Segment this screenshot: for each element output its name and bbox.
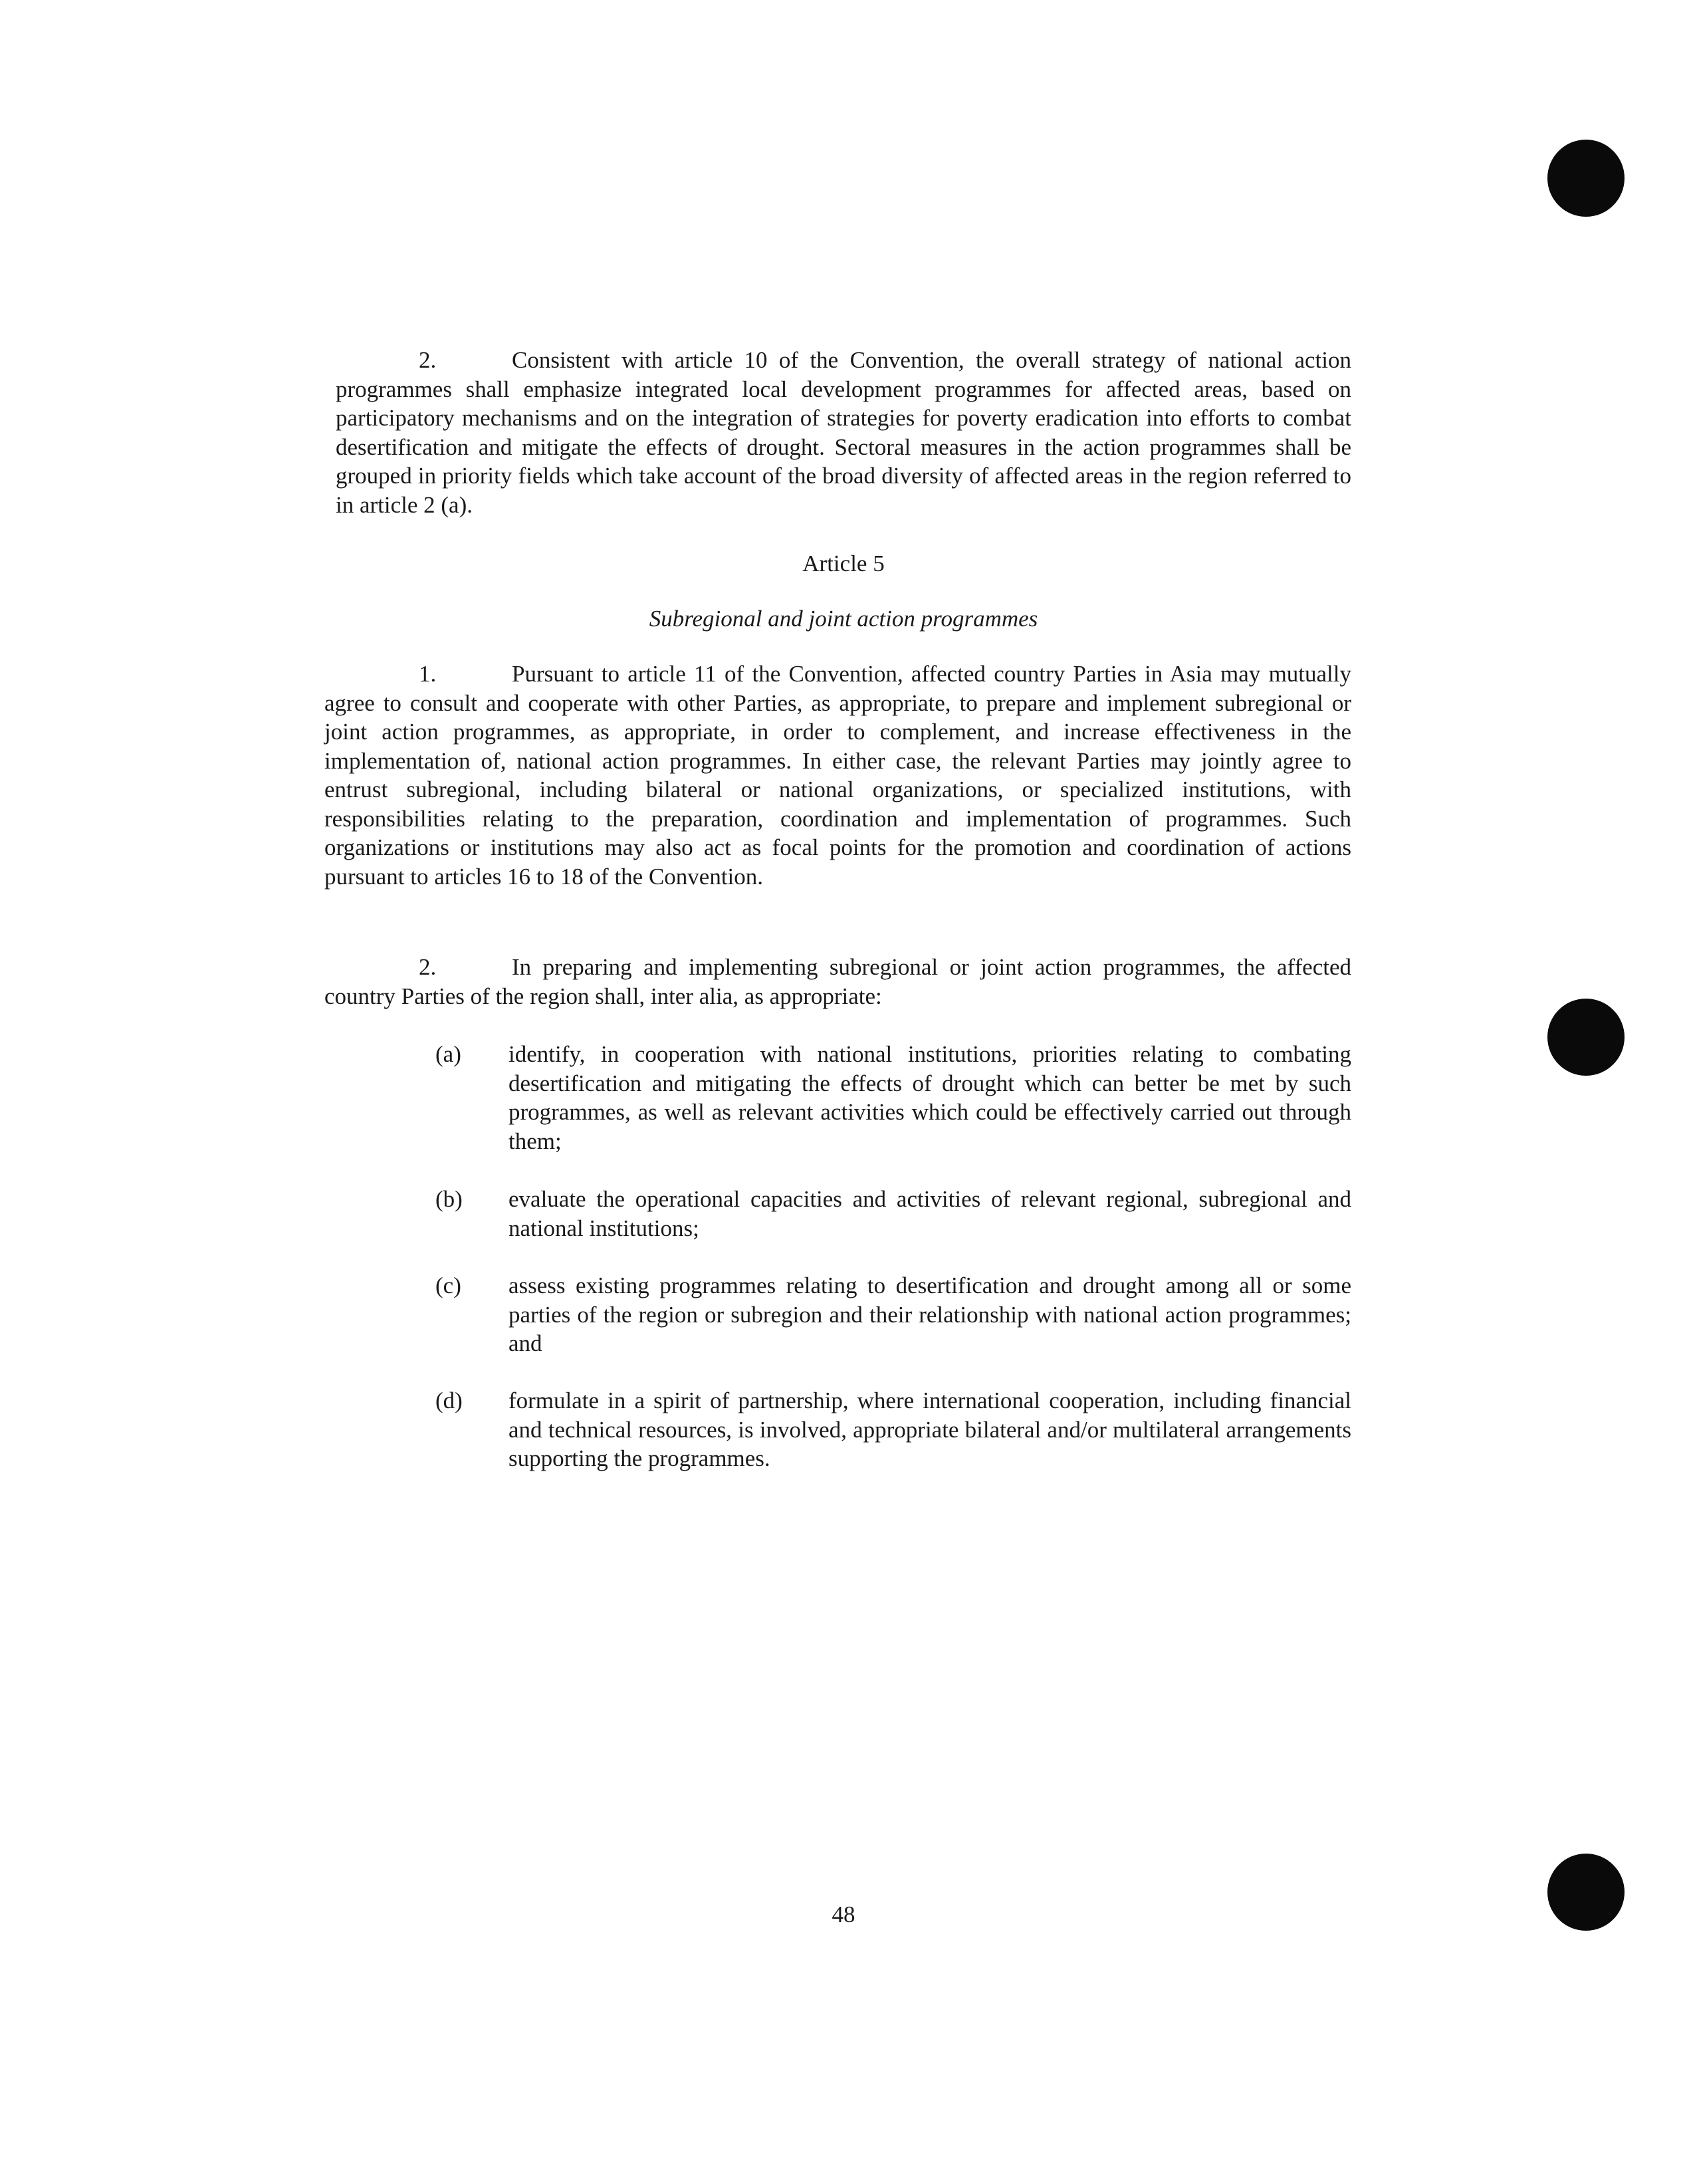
paragraph-text: In preparing and implementing subregional or joint action programmes, the affected country Parties of the region shall, inter alia, as appropriate: [324, 954, 1351, 1009]
subitem-label: (c) [435, 1273, 461, 1298]
paragraph-number: 2. [419, 347, 437, 373]
subitem-text: evaluate the operational capacities and activities of relevant regional, subregional and national institutions; [508, 1186, 1351, 1241]
subitem-label: (a) [435, 1041, 461, 1067]
paragraph-number: 1. [419, 661, 437, 687]
paragraph-1 [324, 660, 1351, 891]
subitem-text: formulate in a spirit of partnership, where international cooperation, including financial and technical resources, is involved, appropriate bilateral and/or multilateral arrangements supporting the programmes. [508, 1388, 1351, 1471]
page-number: 48 [832, 1901, 855, 1927]
paragraph-2 [324, 953, 1351, 1011]
punch-hole-top [1547, 140, 1625, 217]
paragraph-text: Pursuant to article 11 of the Convention, affected country Parties in Asia may mutually agree to consult and cooperate with other Parties, as appropriate, to prepare and implement subregional or joint action programmes, as appropriate, in order to complement, and increase effectiveness in the implementation of, national action programmes. In either case, the relevant Parties may jointly agree to entrust subregional, including bilateral or national organizations, or specialized institutions, with responsibilities relating to the preparation, coordination and implementation of programmes. Such organizations or institutions may also act as focal points for the promotion and coordination of actions pursuant to articles 16 to 18 of the Convention. [324, 661, 1351, 890]
article-subtitle: Subregional and joint action programmes [649, 606, 1038, 632]
subitem-label: (d) [435, 1388, 463, 1413]
paragraph-number: 2. [419, 954, 437, 980]
paragraph-text: Consistent with article 10 of the Convention, the overall strategy of national action programmes shall emphasize integrated local development programmes for affected areas, based on participatory mechanisms and on the integration of strategies for poverty eradication into efforts to combat desertification and mitigate the effects of drought. Sectoral measures in the action programmes shall be grouped in priority fields which take account of the broad diversity of affected areas in the region referred to in article 2 (a). [336, 347, 1351, 518]
article-title: Article 5 [802, 550, 885, 576]
subitem-label: (b) [435, 1186, 463, 1212]
paragraph-intro [336, 346, 1351, 519]
subitem-text: identify, in cooperation with national institutions, priorities relating to combating desertification and mitigating the effects of drought which can better be met by such programmes, as well as relevant activities which could be effectively carried out through them; [508, 1041, 1351, 1154]
punch-hole-middle [1547, 999, 1625, 1076]
subitem-text: assess existing programmes relating to desertification and drought among all or some parties of the region or subregion and their relationship with national action programmes; and [508, 1273, 1351, 1356]
